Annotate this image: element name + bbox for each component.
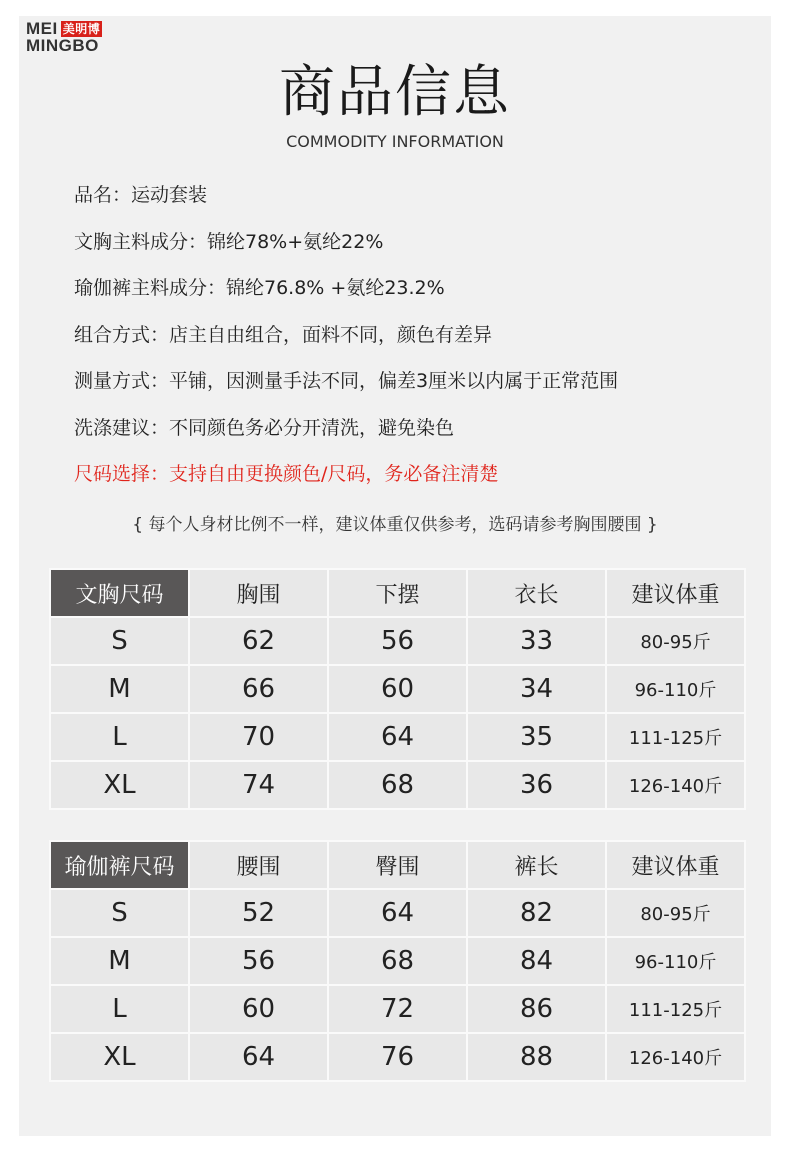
weight-cell: 111-125斤 [606,713,745,761]
brand-line1: MEI [26,19,58,38]
size-label: S [50,889,189,937]
column-header: 胸围 [189,569,328,617]
table-cell: 68 [328,937,467,985]
weight-cell: 126-140斤 [606,761,745,809]
page-subtitle: COMMODITY INFORMATION [286,132,504,151]
table-row [50,617,745,665]
size-label: M [50,665,189,713]
info-washing: 洗涤建议：不同颜色务必分开清洗，避免染色 [74,416,455,439]
info-pants-material: 瑜伽裤主料成分：锦纶76.8% +氨纶23.2% [74,277,445,299]
table-cell: 52 [189,889,328,937]
size-label: S [50,617,189,665]
table-row [50,937,745,985]
table-row [50,1033,745,1081]
yoga-pants-size-table [49,840,746,1082]
table-cell: 35 [467,713,606,761]
table-cell: 82 [467,889,606,937]
size-note: { 每个人身材比例不一样，建议体重仅供参考，选码请参考胸围腰围 } [132,515,658,535]
table-row [50,985,745,1033]
brand-chinese-name: 美明博 [62,21,101,36]
info-size-selection: 尺码选择：支持自由更换颜色/尺码，务必备注清楚 [74,463,499,485]
info-product-name: 品名：运动套装 [74,184,208,206]
info-combination: 组合方式：店主自由组合，面料不同，颜色有差异 [74,323,493,346]
weight-cell: 126-140斤 [606,1033,745,1081]
weight-cell: 80-95斤 [606,617,745,665]
column-header: 腰围 [189,841,328,889]
table-corner-header: 瑜伽裤尺码 [50,841,189,889]
weight-cell: 96-110斤 [606,665,745,713]
product-info-list [74,178,618,504]
table-cell: 70 [189,713,328,761]
table-cell: 64 [189,1033,328,1081]
bra-size-table [49,568,746,810]
table-row [50,889,745,937]
table-cell: 86 [467,985,606,1033]
info-measurement: 测量方式：平铺，因测量手法不同，偏差3厘米以内属于正常范围 [74,370,619,392]
table-header-row [50,569,745,617]
table-row [50,665,745,713]
table-cell: 66 [189,665,328,713]
brand-logo [26,20,102,54]
table-cell: 33 [467,617,606,665]
table-cell: 34 [467,665,606,713]
table-cell: 62 [189,617,328,665]
column-header: 建议体重 [606,841,745,889]
column-header: 臀围 [328,841,467,889]
table-cell: 76 [328,1033,467,1081]
size-label: XL [50,1033,189,1081]
page-title: 商品信息 [279,60,511,125]
size-label: M [50,937,189,985]
table-cell: 68 [328,761,467,809]
table-cell: 36 [467,761,606,809]
weight-cell: 111-125斤 [606,985,745,1033]
size-label: XL [50,761,189,809]
column-header: 衣长 [467,569,606,617]
weight-cell: 80-95斤 [606,889,745,937]
table-cell: 64 [328,713,467,761]
brand-line2: MINGBO [26,36,99,55]
table-cell: 64 [328,889,467,937]
table-cell: 72 [328,985,467,1033]
table-cell: 56 [189,937,328,985]
table-cell: 74 [189,761,328,809]
size-label: L [50,713,189,761]
weight-cell: 96-110斤 [606,937,745,985]
column-header: 下摆 [328,569,467,617]
table-cell: 56 [328,617,467,665]
table-corner-header: 文胸尺码 [50,569,189,617]
table-row [50,713,745,761]
column-header: 建议体重 [606,569,745,617]
info-bra-material: 文胸主料成分：锦纶78%+氨纶22% [74,230,384,253]
table-header-row [50,841,745,889]
table-cell: 60 [328,665,467,713]
column-header: 裤长 [467,841,606,889]
table-row [50,761,745,809]
table-cell: 88 [467,1033,606,1081]
table-cell: 84 [467,937,606,985]
table-cell: 60 [189,985,328,1033]
size-label: L [50,985,189,1033]
